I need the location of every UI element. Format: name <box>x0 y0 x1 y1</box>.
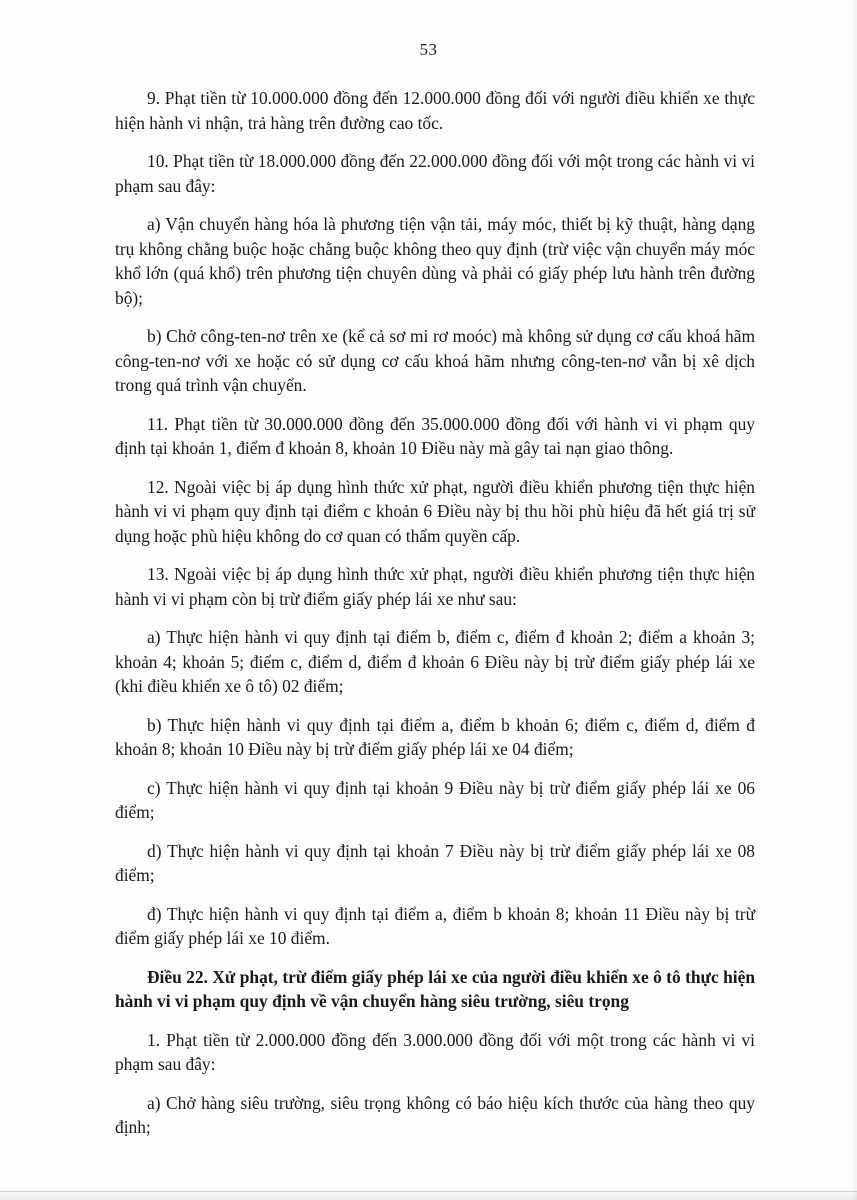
paragraph-clause-13: 13. Ngoài việc bị áp dụng hình thức xử phạt, người điều khiển phương tiện thực hiện hành vi vi phạm còn bị trừ điểm giấy phép lái xe như sau: <box>115 564 755 609</box>
paragraph-clause-10: 10. Phạt tiền từ 18.000.000 đồng đến 22.000.000 đồng đối với một trong các hành vi vi phạm sau đây: <box>115 151 755 196</box>
paragraph-clause-11: 11. Phạt tiền từ 30.000.000 đồng đến 35.000.000 đồng đối với hành vi vi phạm quy định tại khoản 1, điểm đ khoản 8, khoản 10 Điều này mà gây tai nạn giao thông. <box>115 413 755 458</box>
paragraph-clause-12: 12. Ngoài việc bị áp dụng hình thức xử phạt, người điều khiển phương tiện thực hiện hành vi vi phạm quy định tại điểm c khoản 6 Điều này bị thu hồi phù hiệu đã hết giá trị sử dụng hoặc phù hiệu không do cơ quan có thẩm quyền cấp. <box>115 476 755 546</box>
page-number: 53 <box>419 40 438 59</box>
page-bottom-edge <box>0 1192 857 1200</box>
paragraph-clause-13dd: đ) Thực hiện hành vi quy định tại điểm a, điểm b khoản 8; khoản 11 Điều này bị trừ điểm giấy phép lái xe 10 điểm. <box>115 903 755 948</box>
paragraph-clause-10b: b) Chở công-ten-nơ trên xe (kể cả sơ mi rơ moóc) mà không sử dụng cơ cấu khoá hãm công-ten-nơ với xe hoặc có sử dụng cơ cấu khoá hãm nhưng công-ten-nơ vẫn bị xê dịch trong quá trình vận chuyển. <box>115 326 755 395</box>
paragraph-clause-13b: b) Thực hiện hành vi quy định tại điểm a, điểm b khoản 6; điểm c, điểm d, điểm đ khoản 8; khoản 10 Điều này bị trừ điểm giấy phép lái xe 04 điểm; <box>115 714 755 759</box>
paragraph-clause-13a: a) Thực hiện hành vi quy định tại điểm b, điểm c, điểm đ khoản 2; điểm a khoản 3; khoản 4; khoản 5; điểm c, điểm d, điểm đ khoản 6 Điều này bị trừ điểm giấy phép lái xe (khi điều khiển xe ô tô) 02 điểm; <box>115 627 755 696</box>
document-body <box>115 86 755 1154</box>
paragraph-clause-13d: d) Thực hiện hành vi quy định tại khoản 7 Điều này bị trừ điểm giấy phép lái xe 08 điểm; <box>115 840 755 885</box>
paragraph-clause-13c: c) Thực hiện hành vi quy định tại khoản 9 Điều này bị trừ điểm giấy phép lái xe 06 điểm; <box>115 777 755 822</box>
scan-edge-shadow <box>851 0 857 1200</box>
article-heading: Điều 22. Xử phạt, trừ điểm giấy phép lái xe của người điều khiển xe ô tô thực hiện hành vi vi phạm quy định về vận chuyển hàng siêu trường, siêu trọng <box>115 966 755 1011</box>
paragraph-clause-10a: a) Vận chuyển hàng hóa là phương tiện vận tải, máy móc, thiết bị kỹ thuật, hàng dạng trụ không chằng buộc hoặc chằng buộc không theo quy định (trừ việc vận chuyển máy móc khổ lớn (quá khổ) trên phương tiện chuyên dùng và phải có giấy phép lưu hành trên đường bộ); <box>115 214 755 308</box>
paragraph-clause-9: 9. Phạt tiền từ 10.000.000 đồng đến 12.000.000 đồng đối với người điều khiển xe thực hiện hành vi nhận, trả hàng trên đường cao tốc. <box>115 88 755 133</box>
paragraph-article-22-clause-1: 1. Phạt tiền từ 2.000.000 đồng đến 3.000.000 đồng đối với một trong các hành vi vi phạm sau đây: <box>115 1029 755 1074</box>
paragraph-article-22-clause-1a: a) Chở hàng siêu trường, siêu trọng không có báo hiệu kích thước của hàng theo quy định; <box>115 1092 755 1137</box>
